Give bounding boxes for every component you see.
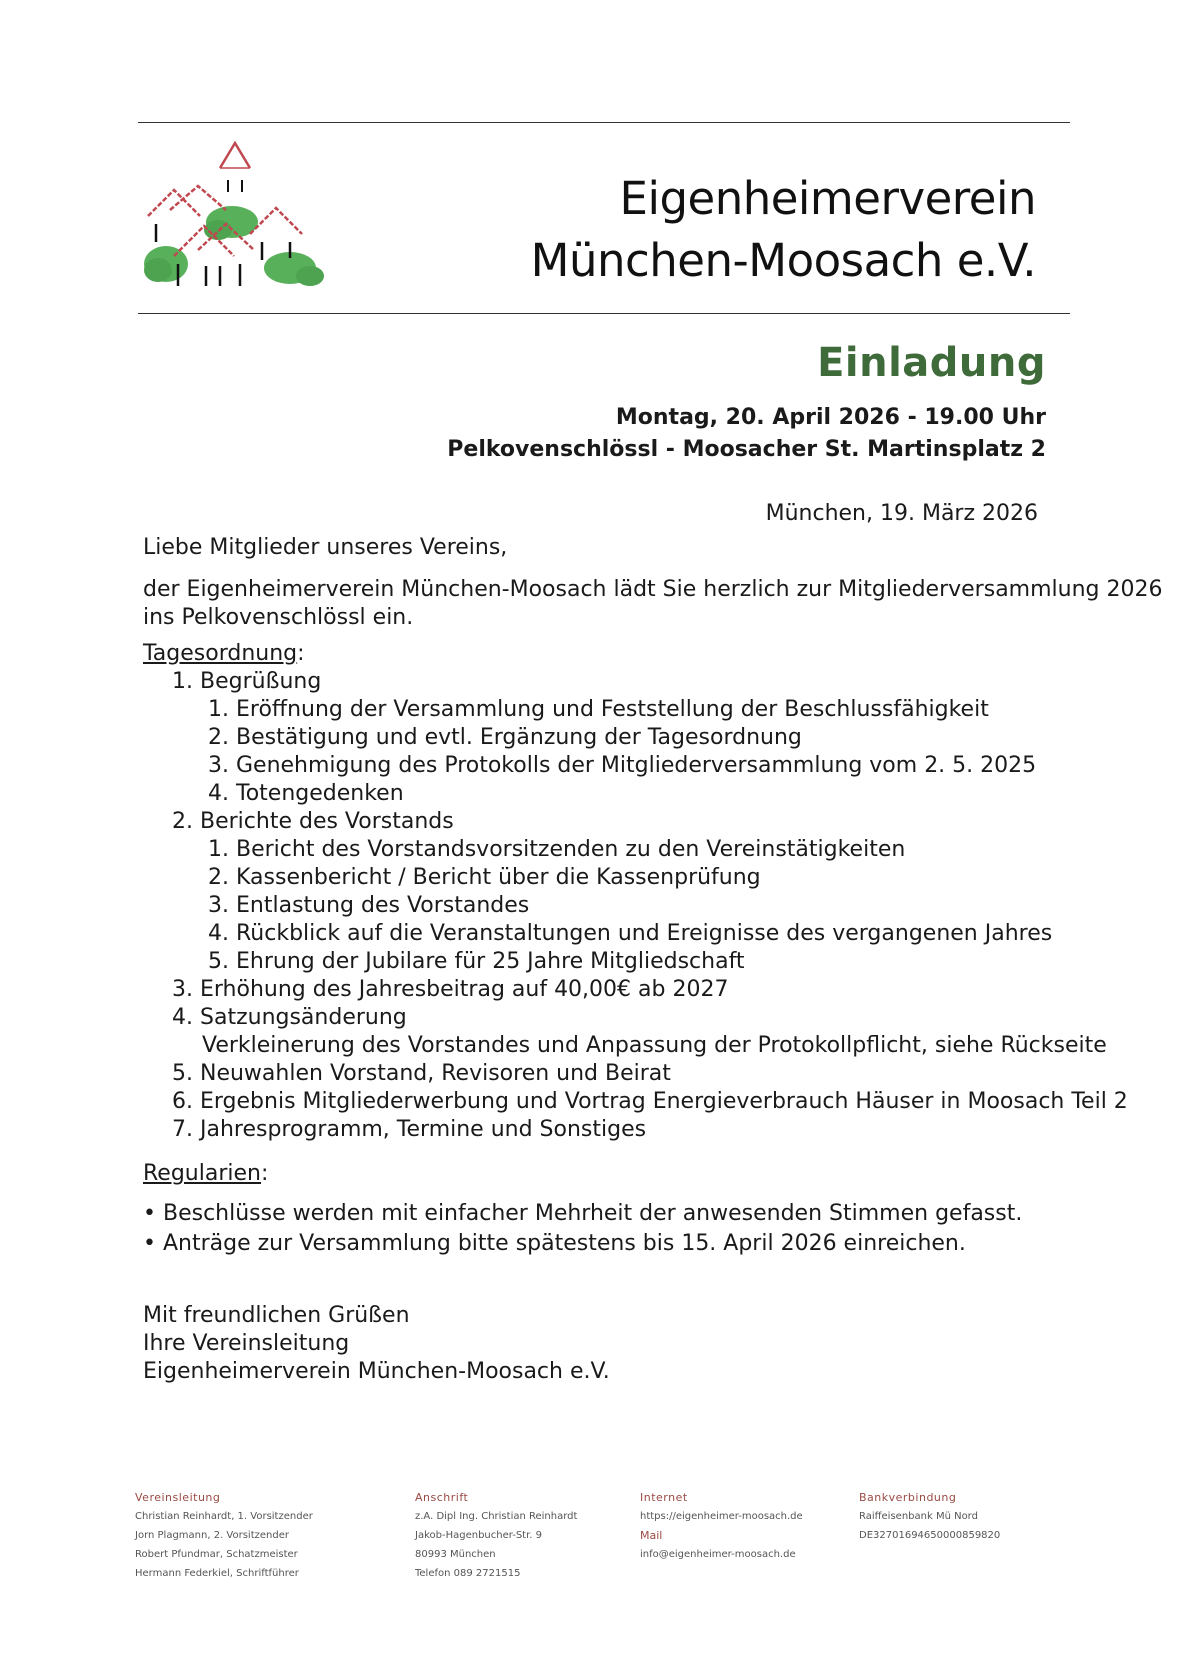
footer-address-heading: Anschrift xyxy=(415,1491,469,1504)
closing-line3: Eigenheimerverein München-Moosach e.V. xyxy=(143,1359,610,1384)
regularien-item: • Beschlüsse werden mit einfacher Mehrheit der anwesenden Stimmen gefasst. xyxy=(143,1201,1023,1226)
agenda-heading: Tagesordnung: xyxy=(143,641,305,666)
intro-line1: der Eigenheimerverein München-Moosach lädt Sie herzlich zur Mitgliederversammlung 2026 xyxy=(143,577,1163,602)
footer-bank-heading: Bankverbindung xyxy=(859,1491,957,1504)
footer-internet xyxy=(640,1488,803,1564)
agenda-subitem: 2. Bestätigung und evtl. Ergänzung der Tagesordnung xyxy=(208,725,802,750)
top-rule xyxy=(138,122,1070,123)
footer-board xyxy=(135,1488,313,1583)
event-details xyxy=(447,402,1046,466)
regularien-heading-text: Regularien xyxy=(143,1161,261,1186)
footer-address-line: 80993 München xyxy=(415,1549,496,1560)
agenda-subitem: 3. Entlastung des Vorstandes xyxy=(208,893,530,918)
intro-line2: ins Pelkovenschlössl ein. xyxy=(143,605,414,630)
event-location: Pelkovenschlössl - Moosacher St. Martinsplatz 2 xyxy=(447,437,1046,462)
agenda-subitem: 1. Bericht des Vorstandsvorsitzenden zu den Vereinstätigkeiten xyxy=(208,837,906,862)
agenda-item: 7. Jahresprogramm, Termine und Sonstiges xyxy=(172,1117,647,1142)
regularien-item: • Anträge zur Versammlung bitte spätestens bis 15. April 2026 einreichen. xyxy=(143,1231,966,1256)
footer-board-heading: Vereinsleitung xyxy=(135,1491,221,1504)
organization-name xyxy=(531,168,1036,292)
bank-iban: DE32701694650000859820 xyxy=(859,1530,1001,1541)
letter-date: München, 19. März 2026 xyxy=(765,501,1038,526)
header-rule xyxy=(138,313,1070,314)
footer-board-line: Jorn Plagmann, 2. Vorsitzender xyxy=(135,1530,289,1541)
footer-bank xyxy=(859,1488,1000,1545)
website-link[interactable]: https://eigenheimer-moosach.de xyxy=(640,1511,803,1522)
footer-mail-heading: Mail xyxy=(640,1529,663,1542)
regularien-heading: Regularien: xyxy=(143,1161,269,1186)
event-date-time: Montag, 20. April 2026 - 19.00 Uhr xyxy=(615,405,1046,430)
closing-line2: Ihre Vereinsleitung xyxy=(143,1331,350,1356)
houses-logo xyxy=(140,138,330,288)
footer-internet-heading: Internet xyxy=(640,1491,688,1504)
agenda-item: 4. Satzungsänderung xyxy=(172,1005,407,1030)
agenda-subitem: 4. Rückblick auf die Veranstaltungen und Ereignisse des vergangenen Jahres xyxy=(208,921,1053,946)
agenda-item-note: Verkleinerung des Vorstandes und Anpassung der Protokollpflicht, siehe Rückseite xyxy=(202,1033,1107,1058)
footer-board-line: Christian Reinhardt, 1. Vorsitzender xyxy=(135,1511,313,1522)
org-name-line1: Eigenheimerverein xyxy=(619,172,1036,225)
agenda-heading-text: Tagesordnung xyxy=(143,641,298,666)
agenda-subitem: 3. Genehmigung des Protokolls der Mitgliederversammlung vom 2. 5. 2025 xyxy=(208,753,1037,778)
closing-line1: Mit freundlichen Grüßen xyxy=(143,1303,410,1328)
footer-address-line: Jakob-Hagenbucher-Str. 9 xyxy=(415,1530,543,1541)
footer-board-line: Robert Pfundmar, Schatzmeister xyxy=(135,1549,298,1560)
document-title: Einladung xyxy=(817,340,1046,386)
closing xyxy=(143,1302,610,1386)
salutation: Liebe Mitglieder unseres Vereins, xyxy=(143,535,508,560)
agenda-item: 1. Begrüßung xyxy=(172,669,322,694)
agenda-subitem: 1. Eröffnung der Versammlung und Feststellung der Beschlussfähigkeit xyxy=(208,697,989,722)
agenda-subitem: 5. Ehrung der Jubilare für 25 Jahre Mitgliedschaft xyxy=(208,949,745,974)
agenda-item: 5. Neuwahlen Vorstand, Revisoren und Beirat xyxy=(172,1061,671,1086)
footer-address xyxy=(415,1488,577,1583)
org-name-line2: München-Moosach e.V. xyxy=(530,234,1036,287)
footer-board-line: Hermann Federkiel, Schriftführer xyxy=(135,1568,299,1579)
agenda-subitem: 4. Totengedenken xyxy=(208,781,404,806)
agenda-subitem: 2. Kassenbericht / Bericht über die Kassenprüfung xyxy=(208,865,761,890)
agenda-item: 6. Ergebnis Mitgliederwerbung und Vortrag Energieverbrauch Häuser in Moosach Teil 2 xyxy=(172,1089,1128,1114)
email-link[interactable]: info@eigenheimer-moosach.de xyxy=(640,1549,796,1560)
agenda-item: 3. Erhöhung des Jahresbeitrag auf 40,00€ ab 2027 xyxy=(172,977,729,1002)
footer-address-line: z.A. Dipl Ing. Christian Reinhardt xyxy=(415,1511,578,1522)
bank-name: Raiffeisenbank Mü Nord xyxy=(859,1511,978,1522)
agenda-item: 2. Berichte des Vorstands xyxy=(172,809,454,834)
footer-address-line: Telefon 089 2721515 xyxy=(415,1568,521,1579)
